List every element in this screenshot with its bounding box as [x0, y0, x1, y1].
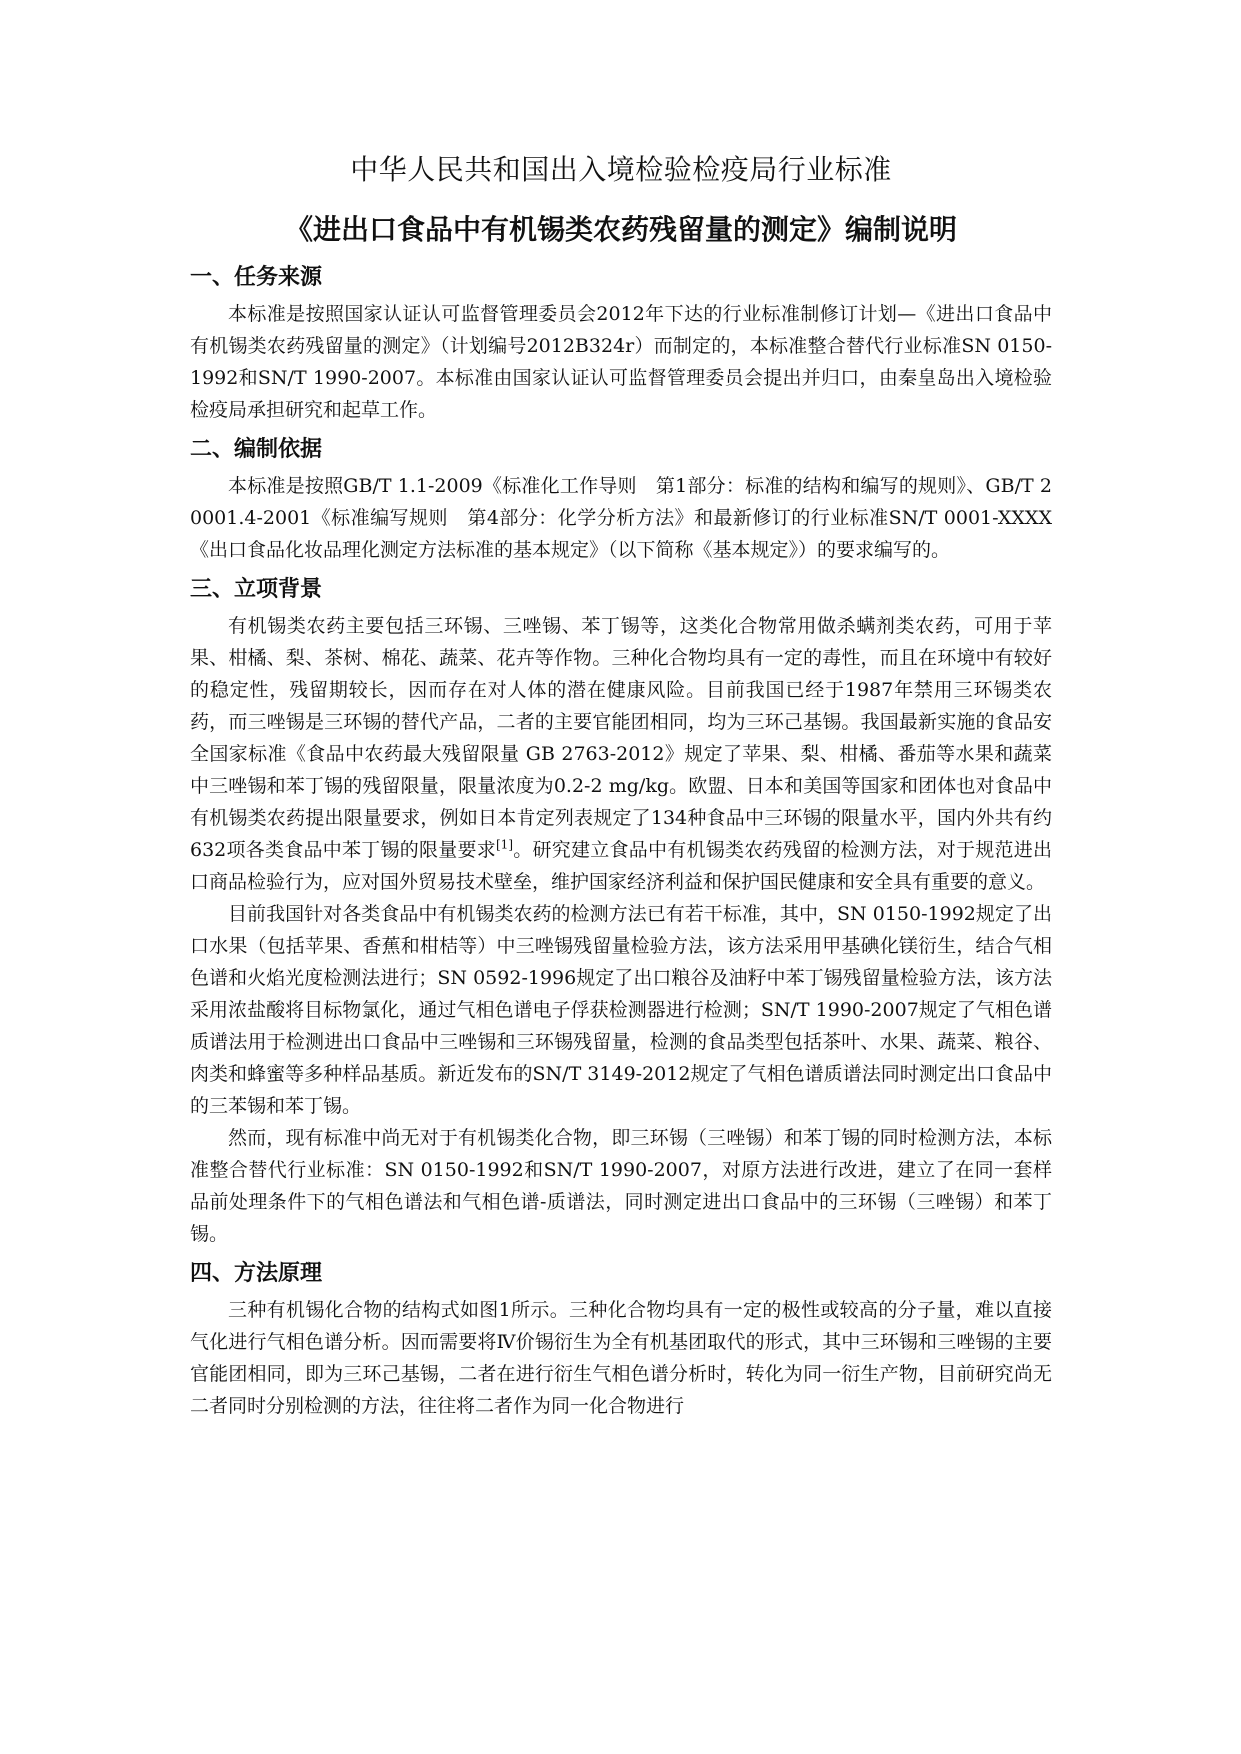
paragraph: 本标准是按照GB/T 1.1-2009《标准化工作导则 第1部分：标准的结构和编写的规则》、GB/T 20001.4-2001《标准编写规则 第4部分：化学分析方法》和最新修订的行业标准SN/T 0001-XXXX《出口食品化妆品理化测定方法标准的基本规定》（以下简称《基本规定》）的要求编写的。 — [190, 475, 1052, 561]
section-heading: 四、方法原理 — [190, 1260, 323, 1286]
paragraph-text: 。研究建立食品中有机锡类农药残留的检测方法，对于规范进出口商品检验行为，应对国外贸易技术壁垒，维护国家经济利益和保护国民健康和安全具有重要的意义。 — [190, 839, 1052, 893]
section-background — [190, 574, 1052, 1250]
paragraph: 三种有机锡化合物的结构式如图1所示。三种化合物均具有一定的极性或较高的分子量，难以直接气化进行气相色谱分析。因而需要将Ⅳ价锡衍生为全有机基团取代的形式，其中三环锡和三唑锡的主要官能团相同，即为三环己基锡，二者在进行衍生气相色谱分析时，转化为同一衍生产物，目前研究尚无二者同时分别检测的方法，往往将二者作为同一化合物进行 — [190, 1299, 1052, 1417]
paragraph: 然而，现有标准中尚无对于有机锡类化合物，即三环锡（三唑锡）和苯丁锡的同时检测方法，本标准整合替代行业标准：SN 0150-1992和SN/T 1990-2007，对原方法进行改进，建立了在同一套样品前处理条件下的气相色谱法和气相色谱-质谱法，同时测定进出口食品中的三环锡（三唑锡）和苯丁锡。 — [190, 1127, 1052, 1245]
document-page — [190, 150, 1052, 1422]
section-basis — [190, 434, 1052, 566]
section-heading: 三、立项背景 — [190, 576, 323, 602]
section-heading: 一、任务来源 — [190, 264, 323, 290]
document-title: 中华人民共和国出入境检验检疫局行业标准 — [350, 153, 892, 186]
section-task-source — [190, 262, 1052, 426]
section-heading: 二、编制依据 — [190, 436, 323, 462]
reference-marker: [1] — [496, 837, 513, 852]
paragraph-with-reference — [190, 610, 1052, 898]
paragraph-text: 有机锡类农药主要包括三环锡、三唑锡、苯丁锡等，这类化合物常用做杀螨剂类农药，可用于苹果、柑橘、梨、茶树、棉花、蔬菜、花卉等作物。三种化合物均具有一定的毒性，而且在环境中有较好的稳定性，残留期较长，因而存在对人体的潜在健康风险。目前我国已经于1987年禁用三环锡类农药，而三唑锡是三环锡的替代产品，二者的主要官能团相同，均为三环己基锡。我国最新实施的食品安全国家标准《食品中农药最大残留限量 GB 2763-2012》规定了苹果、梨、柑橘、番茄等水果和蔬菜中三唑锡和苯丁锡的残留限量，限量浓度为0.2-2 mg/kg。欧盟、日本和美国等国家和团体也对食品中有机锡类农药提出限量要求，例如日本肯定列表规定了134种食品中三环锡的限量水平，国内外共有约632项各类食品中苯丁锡的限量要求 — [190, 615, 1052, 861]
document-subtitle: 《进出口食品中有机锡类农药残留量的测定》编制说明 — [284, 213, 957, 246]
paragraph: 本标准是按照国家认证认可监督管理委员会2012年下达的行业标准制修订计划—《进出口食品中有机锡类农药残留量的测定》（计划编号2012B324r）而制定的，本标准整合替代行业标准SN 0150-1992和SN/T 1990-2007。本标准由国家认证认可监督管理委员会提出并归口，由秦皇岛出入境检验检疫局承担研究和起草工作。 — [190, 303, 1052, 421]
section-method-principle — [190, 1258, 1052, 1422]
paragraph: 目前我国针对各类食品中有机锡类农药的检测方法已有若干标准，其中，SN 0150-1992规定了出口水果（包括苹果、香蕉和柑桔等）中三唑锡残留量检验方法，该方法采用甲基碘化镁衍生，结合气相色谱和火焰光度检测法进行；SN 0592-1996规定了出口粮谷及油籽中苯丁锡残留量检验方法，该方法采用浓盐酸将目标物氯化，通过气相色谱电子俘获检测器进行检测；SN/T 1990-2007规定了气相色谱质谱法用于检测进出口食品中三唑锡和三环锡残留量，检测的食品类型包括茶叶、水果、蔬菜、粮谷、肉类和蜂蜜等多种样品基质。新近发布的SN/T 3149-2012规定了气相色谱质谱法同时测定出口食品中的三苯锡和苯丁锡。 — [190, 903, 1052, 1117]
